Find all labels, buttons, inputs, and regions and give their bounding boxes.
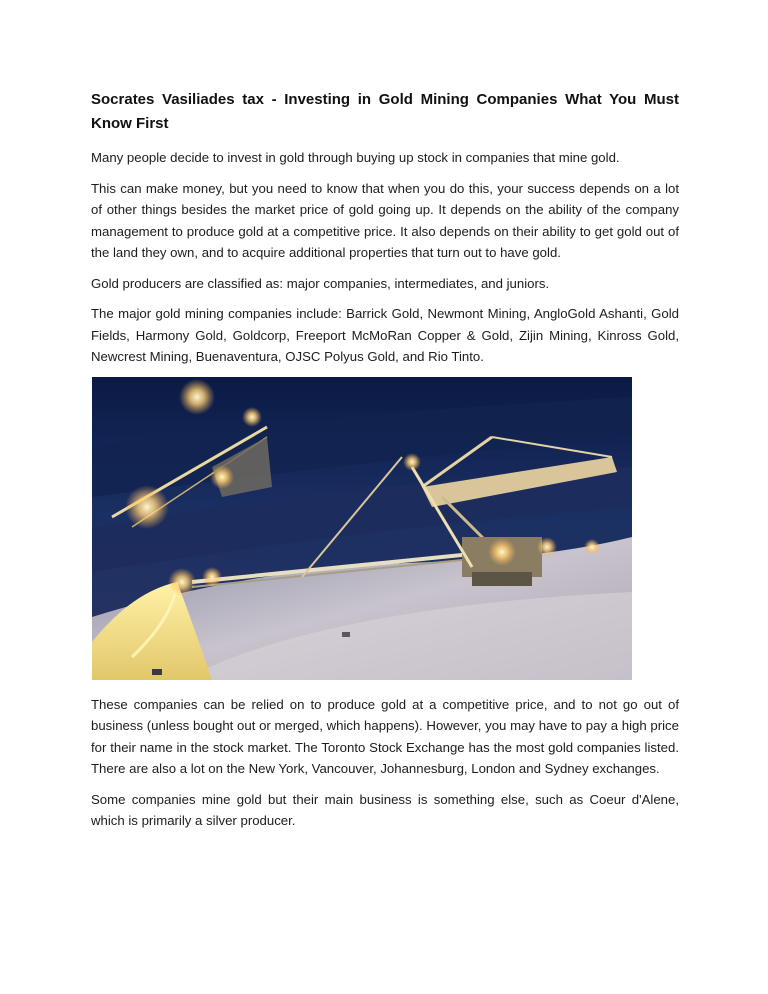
document-title: Socrates Vasiliades tax - Investing in Gold Mining Companies What You Must Know First xyxy=(91,91,679,132)
paragraph-intro: Many people decide to invest in gold through buying up stock in companies that mine gold. xyxy=(91,150,620,165)
document-page xyxy=(91,88,679,841)
paragraph-classification: Gold producers are classified as: major companies, intermediates, and juniors. xyxy=(91,275,550,291)
mining-site-photo xyxy=(92,377,632,680)
paragraph-other-business: Some companies mine gold but their main business is something else, such as Coeur d'Alene, which is primarily a silver producer. xyxy=(91,791,679,828)
paragraph-success-factors: This can make money, but you need to know that when you do this, your success depends on a lot of other things besides the market price of gold going up. It depends on the ability of the company management to produce gold at a competitive price. It also depends on their ability to get gold out of the land they own, and to acquire additional properties that turn out to have gold. xyxy=(91,180,679,260)
paragraph-major-companies: The major gold mining companies include: Barrick Gold, Newmont Mining, AngloGold Ashanti, Gold Fields, Harmony Gold, Goldcorp, Freeport McMoRan Copper & Gold, Zijin Mining, Kinross Gold, Newcrest Mining, Buenaventura, OJSC Polyus Gold, and Rio Tinto. xyxy=(91,306,679,364)
paragraph-reliability: These companies can be relied on to produce gold at a competitive price, and to not go out of business (unless bought out or merged, which happens). However, you may have to pay a high price for their name in the stock market. The Toronto Stock Exchange has the most gold companies listed. There are also a lot on the New York, Vancouver, Johannesburg, London and Sydney exchanges. xyxy=(91,696,679,776)
